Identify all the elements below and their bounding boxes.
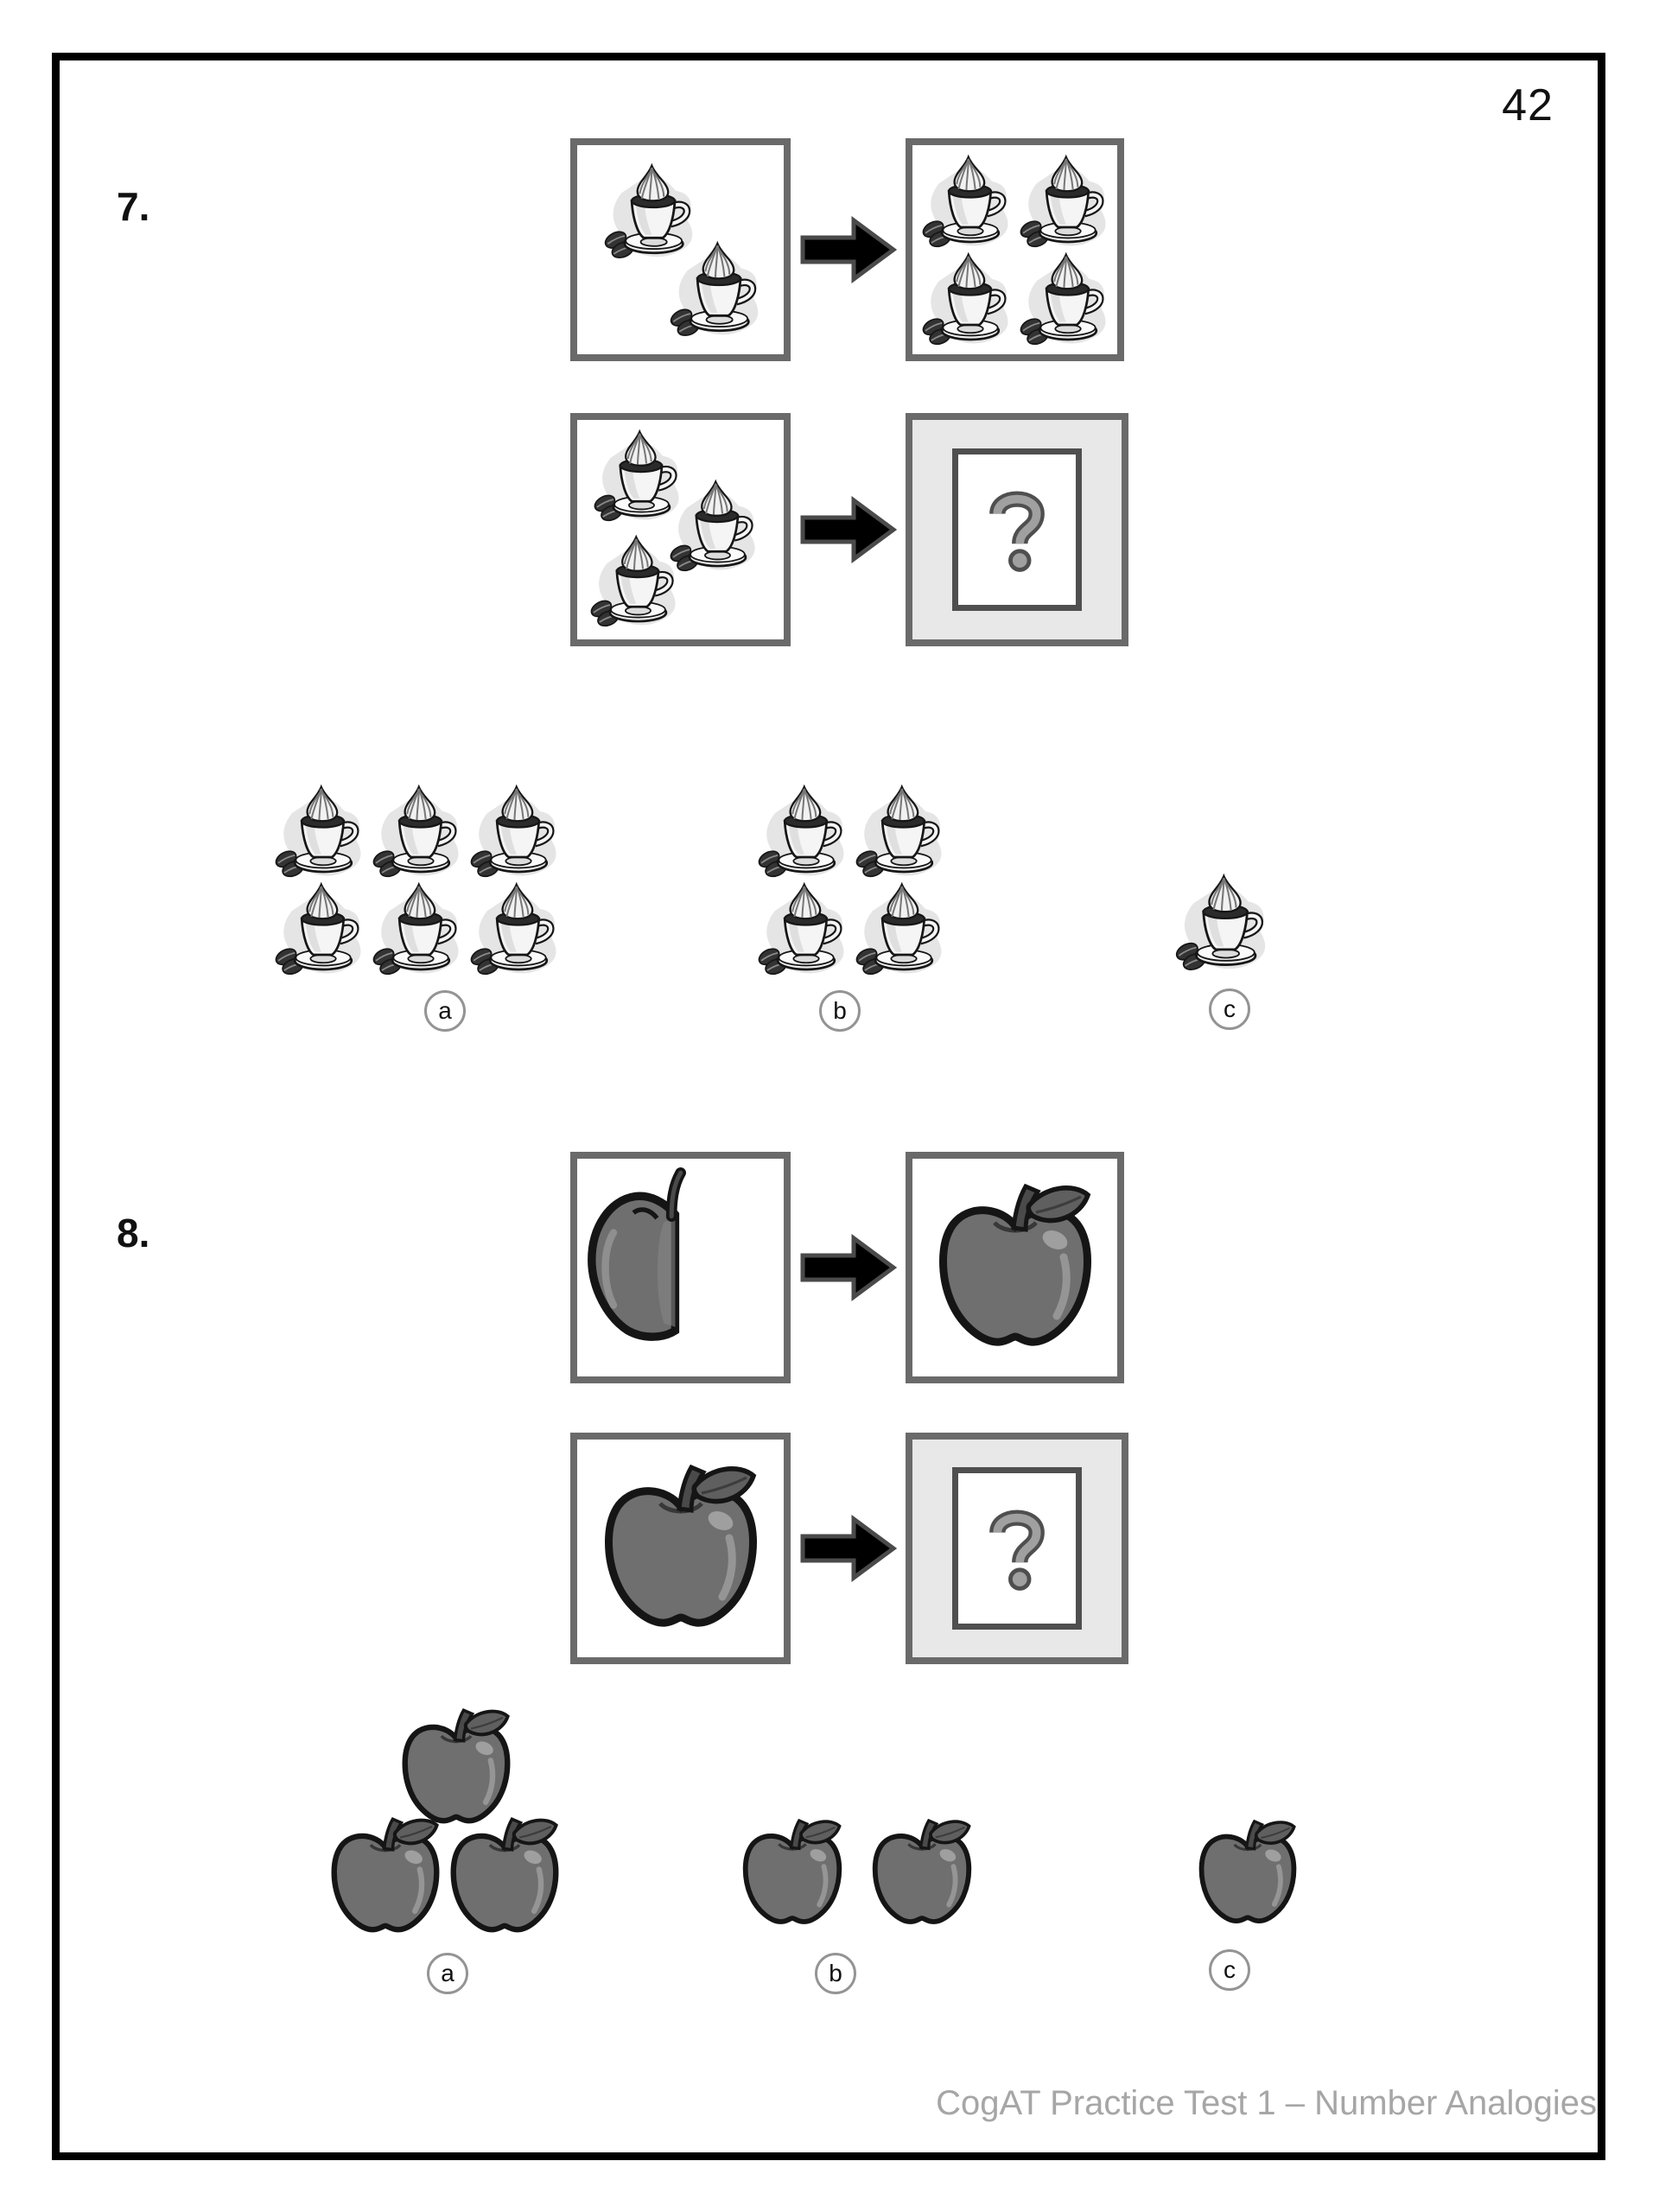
apple-icon <box>929 1168 1102 1367</box>
q7-option-a-image[interactable] <box>270 782 563 977</box>
right-arrow-icon <box>800 494 897 565</box>
q8-example-right-items <box>929 1168 1102 1367</box>
q8-example-left-items <box>577 1159 759 1357</box>
q7-example-left-items <box>577 145 784 354</box>
q8-option-c-bubble[interactable]: c <box>1209 1949 1250 1991</box>
q7-option-b-bubble[interactable]: b <box>819 990 861 1032</box>
right-arrow-icon <box>800 1232 897 1303</box>
page-number: 42 <box>1502 80 1554 130</box>
coffee-cup-icon <box>753 880 851 977</box>
apple-icon <box>866 1813 978 1934</box>
q7-prompt-left-items <box>577 420 784 639</box>
q7-example-right-items <box>918 152 1113 347</box>
q8-answer-placeholder-panel <box>906 1433 1128 1664</box>
coffee-cup-icon <box>270 880 368 977</box>
question-8-number: 8. <box>117 1211 150 1255</box>
q7-answer-placeholder-panel <box>906 413 1128 646</box>
apple-icon <box>736 1813 849 1934</box>
q7-option-c-image[interactable] <box>1171 871 1273 973</box>
q7-prompt-left-panel <box>570 413 791 646</box>
coffee-cup-icon <box>1015 250 1113 347</box>
coffee-cup-icon <box>368 782 466 880</box>
q7-option-a-bubble[interactable]: a <box>424 990 466 1032</box>
apple-icon <box>324 1815 447 1938</box>
coffee-cup-icon <box>851 880 949 977</box>
q8-example-right-panel <box>906 1152 1124 1383</box>
coffee-cup-icon <box>270 782 368 880</box>
question-mark-icon <box>970 473 1064 587</box>
coffee-cup-icon <box>851 782 949 880</box>
apple-icon <box>395 1707 518 1829</box>
q8-prompt-left-panel <box>570 1433 791 1664</box>
q8-option-b-bubble[interactable]: b <box>815 1953 856 1994</box>
q7-example-left-panel <box>570 138 791 361</box>
coffee-cup-icon <box>753 782 851 880</box>
q8-question-mark-box <box>952 1467 1082 1630</box>
q8-option-a-image[interactable] <box>324 1707 566 1938</box>
q8-option-a-bubble[interactable]: a <box>427 1953 468 1994</box>
coffee-cup-icon <box>918 250 1015 347</box>
apple-icon <box>1192 1813 1303 1934</box>
q7-question-mark-box <box>952 448 1082 611</box>
q7-option-b-image[interactable] <box>753 782 949 977</box>
q7-option-c-bubble[interactable]: c <box>1209 988 1250 1030</box>
apple-icon <box>594 1449 767 1648</box>
q8-option-b-image[interactable] <box>736 1813 978 1934</box>
q8-option-c-image[interactable] <box>1192 1813 1303 1934</box>
apple-icon <box>443 1815 566 1938</box>
coffee-cup-icon <box>665 238 766 339</box>
coffee-cup-icon <box>918 152 1015 250</box>
coffee-cup-icon <box>466 880 563 977</box>
coffee-cup-icon <box>368 880 466 977</box>
q8-prompt-left-items <box>594 1449 767 1648</box>
right-arrow-icon <box>800 214 897 285</box>
q7-example-right-panel <box>906 138 1124 361</box>
coffee-cup-icon <box>1015 152 1113 250</box>
question-7-number: 7. <box>117 184 150 229</box>
q8-example-left-panel <box>570 1152 791 1383</box>
half-apple-icon <box>577 1159 759 1357</box>
right-arrow-icon <box>800 1513 897 1584</box>
footer-title: CogAT Practice Test 1 – Number Analogies <box>936 2084 1597 2122</box>
question-mark-icon <box>970 1491 1064 1605</box>
coffee-cup-icon <box>466 782 563 880</box>
coffee-cup-icon <box>586 532 683 629</box>
coffee-cup-icon <box>1171 871 1273 973</box>
